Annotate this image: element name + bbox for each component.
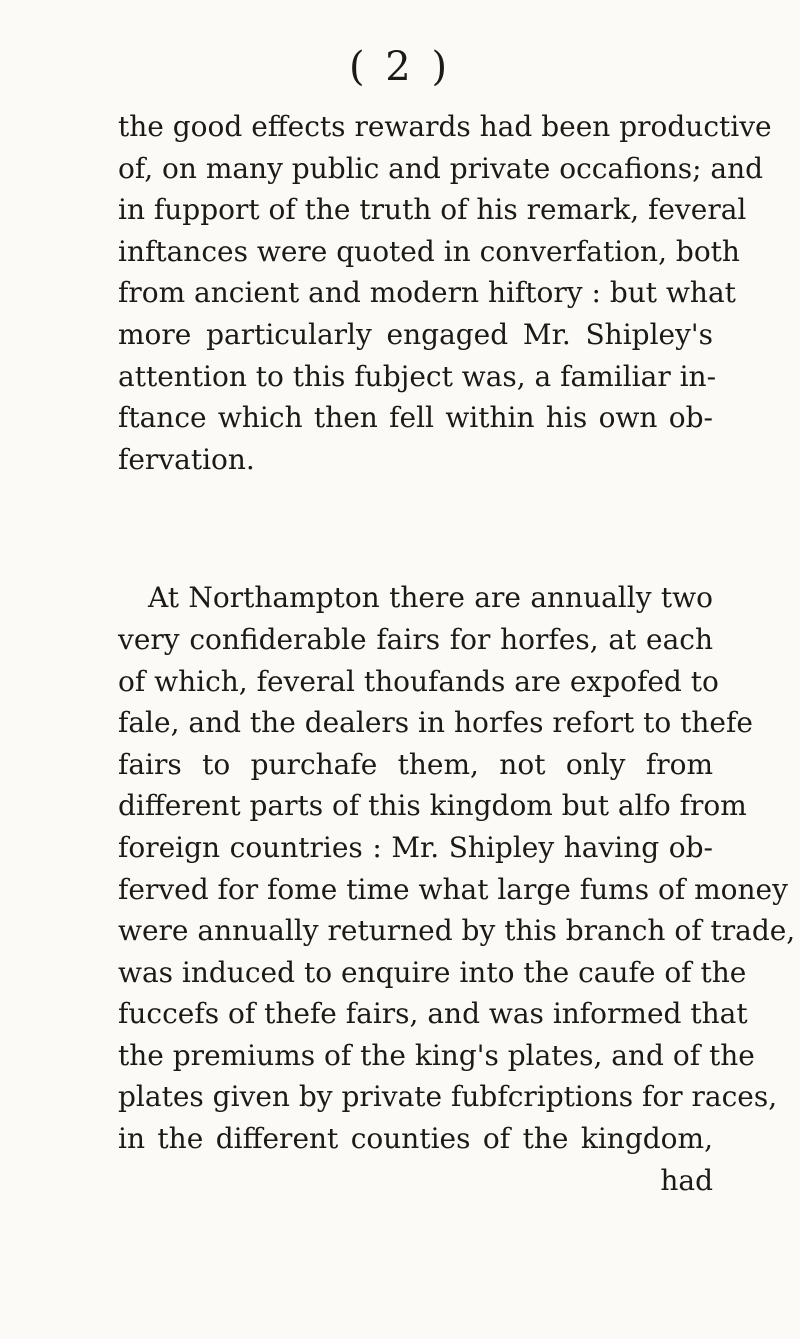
page-number: ( 2 ) <box>348 44 452 90</box>
text-line: in the different counties of the kingdom, <box>118 1122 713 1156</box>
text-line: fale, and the dealers in horfes refort to thefe <box>118 706 753 740</box>
text-line: At Northampton there are annually two <box>148 581 713 615</box>
paragraph-1 <box>118 106 772 480</box>
text-line: inftances were quoted in converfation, both <box>118 234 740 268</box>
text-line: of, on many public and private occafions; and <box>118 151 764 185</box>
text-line: plates given by private fubfcriptions for races, <box>118 1080 778 1114</box>
text-line: the good effects rewards had been productive <box>118 110 772 143</box>
text-line: more particularly engaged Mr. Shipley's <box>118 317 713 351</box>
text-line: very confiderable fairs for horfes, at each <box>118 622 713 656</box>
text-line: fuccefs of thefe fairs, and was informed that <box>118 997 748 1031</box>
text-line: the premiums of the king's plates, and of the <box>118 1038 755 1072</box>
text-line: attention to this fubject was, a familiar in- <box>118 359 717 393</box>
text-line: in fupport of the truth of his remark, feveral <box>118 193 747 227</box>
catchword: had <box>660 1163 713 1197</box>
text-line: fairs to purchafe them, not only from <box>118 747 713 781</box>
text-line: were annually returned by this branch of trade, <box>118 914 796 948</box>
text-line: from ancient and modern hiftory : but what <box>118 276 736 310</box>
paragraph-2 <box>118 577 796 1201</box>
text-line: ferved for fome time what large fums of money <box>118 872 788 906</box>
text-line: fervation. <box>118 442 255 476</box>
paragraph-gap <box>118 480 713 577</box>
text-line: ftance which then fell within his own ob- <box>118 401 713 435</box>
text-line: of which, feveral thoufands are expofed to <box>118 664 719 698</box>
body-text <box>118 106 796 1201</box>
text-line: was induced to enquire into the caufe of the <box>118 955 747 989</box>
text-line: different parts of this kingdom but alfo from <box>118 789 747 823</box>
text-line: foreign countries : Mr. Shipley having ob- <box>118 830 713 864</box>
